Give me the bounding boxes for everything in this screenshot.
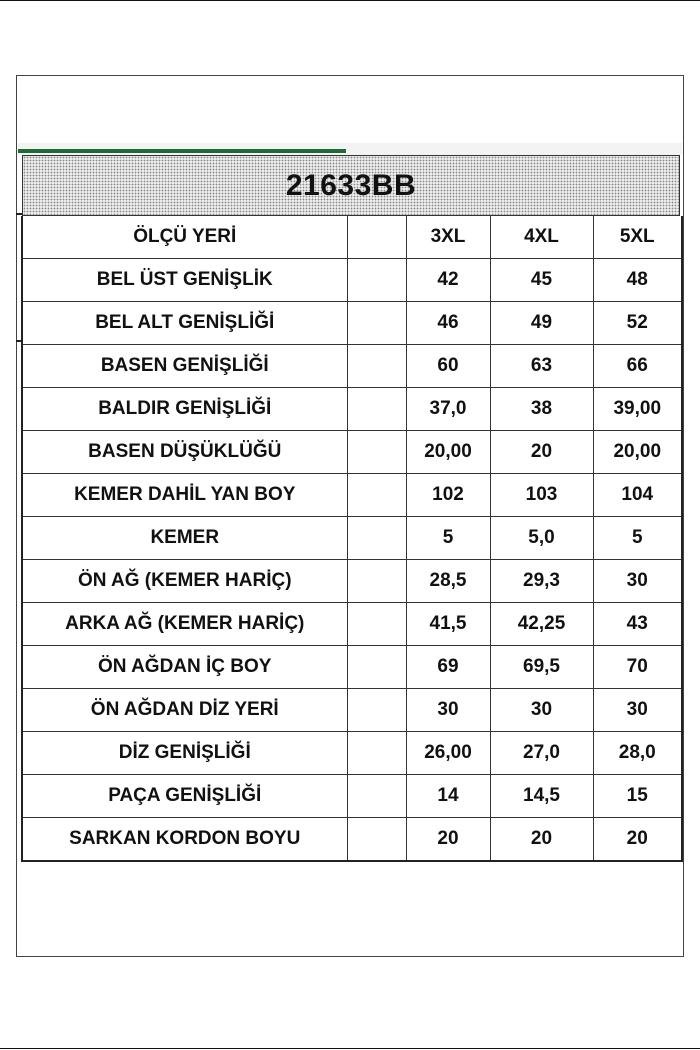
value-cell-5xl: 30 (593, 689, 682, 732)
table-row (22, 259, 682, 302)
empty-cell (347, 732, 406, 775)
empty-cell (347, 216, 406, 259)
empty-cell (347, 431, 406, 474)
empty-cell (347, 259, 406, 302)
column-header-c (404, 143, 488, 155)
measurement-label: PAÇA GENİŞLİĞİ (22, 775, 347, 818)
column-header-strip (18, 143, 682, 155)
column-header-d (487, 143, 592, 155)
value-cell-4xl: 63 (490, 345, 593, 388)
value-cell-5xl: 15 (593, 775, 682, 818)
value-cell-5xl: 43 (593, 603, 682, 646)
table-row (22, 646, 682, 689)
value-cell-5xl: 39,00 (593, 388, 682, 431)
value-cell-4xl: 14,5 (490, 775, 593, 818)
row-marker (16, 213, 22, 215)
value-cell-4xl: 42,25 (490, 603, 593, 646)
value-cell-4xl: 103 (490, 474, 593, 517)
empty-cell (347, 302, 406, 345)
value-cell-3xl: 37,0 (406, 388, 490, 431)
value-cell-4xl: 27,0 (490, 732, 593, 775)
measurement-label: BASEN DÜŞÜKLÜĞÜ (22, 431, 347, 474)
value-cell-5xl: 30 (593, 560, 682, 603)
value-cell-5xl: 66 (593, 345, 682, 388)
measurement-label: KEMER DAHİL YAN BOY (22, 474, 347, 517)
empty-cell (347, 689, 406, 732)
size-header-5xl: 5XL (593, 216, 682, 259)
value-cell-3xl: 20,00 (406, 431, 490, 474)
value-cell-3xl: 102 (406, 474, 490, 517)
value-cell-4xl: 45 (490, 259, 593, 302)
bottom-rule (0, 1048, 700, 1049)
value-cell-5xl: 70 (593, 646, 682, 689)
measurement-label: ÖN AĞ (KEMER HARİÇ) (22, 560, 347, 603)
value-cell-3xl: 46 (406, 302, 490, 345)
empty-cell (347, 345, 406, 388)
size-header-3xl: 3XL (406, 216, 490, 259)
measurement-label: BALDIR GENİŞLİĞİ (22, 388, 347, 431)
table-row (22, 603, 682, 646)
measurement-label: BEL ALT GENİŞLİĞİ (22, 302, 347, 345)
value-cell-3xl: 41,5 (406, 603, 490, 646)
measurement-label: BEL ÜST GENİŞLİK (22, 259, 347, 302)
empty-cell (347, 775, 406, 818)
measurement-label: BASEN GENİŞLİĞİ (22, 345, 347, 388)
measurement-label: ÖN AĞDAN DİZ YERİ (22, 689, 347, 732)
table-row (22, 474, 682, 517)
table-row (22, 775, 682, 818)
size-header-4xl: 4XL (490, 216, 593, 259)
value-cell-3xl: 42 (406, 259, 490, 302)
table-row (22, 517, 682, 560)
value-cell-5xl: 20 (593, 818, 682, 862)
value-cell-3xl: 30 (406, 689, 490, 732)
value-cell-4xl: 69,5 (490, 646, 593, 689)
value-cell-4xl: 49 (490, 302, 593, 345)
value-cell-3xl: 5 (406, 517, 490, 560)
selected-column-indicator (18, 149, 346, 153)
empty-cell (347, 818, 406, 862)
value-cell-3xl: 20 (406, 818, 490, 862)
measurement-label: SARKAN KORDON BOYU (22, 818, 347, 862)
empty-cell (347, 388, 406, 431)
column-header-e (591, 143, 682, 155)
value-cell-3xl: 26,00 (406, 732, 490, 775)
empty-cell (347, 646, 406, 689)
value-cell-3xl: 14 (406, 775, 490, 818)
value-cell-4xl: 38 (490, 388, 593, 431)
value-cell-5xl: 104 (593, 474, 682, 517)
value-cell-5xl: 52 (593, 302, 682, 345)
empty-cell (347, 517, 406, 560)
column-header-b (346, 143, 405, 155)
value-cell-4xl: 5,0 (490, 517, 593, 560)
header-row (22, 216, 682, 259)
value-cell-4xl: 29,3 (490, 560, 593, 603)
table-row (22, 818, 682, 862)
value-cell-4xl: 20 (490, 431, 593, 474)
table-row (22, 388, 682, 431)
value-cell-5xl: 5 (593, 517, 682, 560)
table-row (22, 302, 682, 345)
product-code-title: 21633BB (285, 168, 417, 202)
table-row (22, 560, 682, 603)
empty-cell (347, 560, 406, 603)
measurement-label: KEMER (22, 517, 347, 560)
measurement-label: ARKA AĞ (KEMER HARİÇ) (22, 603, 347, 646)
measurement-label: ÖN AĞDAN İÇ BOY (22, 646, 347, 689)
table-row (22, 732, 682, 775)
top-rule (0, 0, 700, 1)
value-cell-5xl: 28,0 (593, 732, 682, 775)
table-row (22, 431, 682, 474)
size-chart-table (21, 216, 683, 862)
value-cell-3xl: 69 (406, 646, 490, 689)
empty-cell (347, 474, 406, 517)
table-row (22, 345, 682, 388)
measurement-label: DİZ GENİŞLİĞİ (22, 732, 347, 775)
measurement-header: ÖLÇÜ YERİ (22, 216, 347, 259)
value-cell-4xl: 30 (490, 689, 593, 732)
value-cell-5xl: 48 (593, 259, 682, 302)
value-cell-4xl: 20 (490, 818, 593, 862)
title-band (22, 155, 680, 216)
value-cell-3xl: 60 (406, 345, 490, 388)
empty-cell (347, 603, 406, 646)
value-cell-3xl: 28,5 (406, 560, 490, 603)
value-cell-5xl: 20,00 (593, 431, 682, 474)
table-row (22, 689, 682, 732)
